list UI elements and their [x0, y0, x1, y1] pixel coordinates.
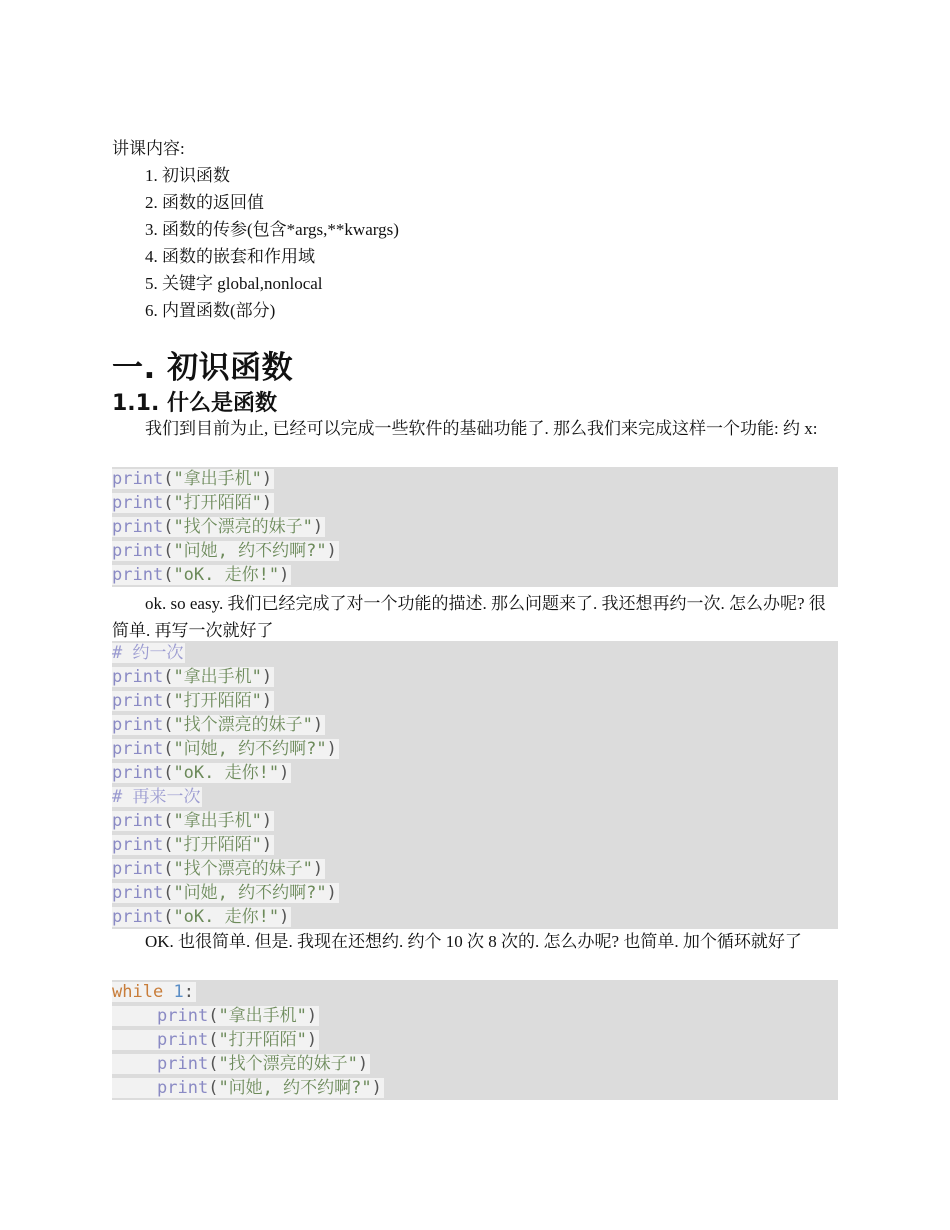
outline-item: 2. 函数的返回值	[145, 193, 264, 212]
colon: :	[183, 982, 194, 1002]
close-paren: )	[261, 691, 273, 711]
open-paren: (	[163, 469, 174, 489]
code-statement	[112, 493, 274, 513]
code-statement	[112, 565, 291, 585]
close-paren: )	[261, 811, 273, 831]
string-literal: "打开陌陌"	[173, 691, 262, 711]
open-paren: (	[163, 493, 174, 513]
close-paren: )	[326, 883, 337, 903]
close-paren: )	[306, 1030, 318, 1050]
function-name: print	[157, 1030, 209, 1050]
string-literal: "oK. 走你!"	[173, 907, 280, 927]
code-statement	[112, 1078, 384, 1098]
function-name: print	[112, 811, 164, 831]
close-paren: )	[261, 667, 273, 687]
open-paren: (	[208, 1054, 219, 1074]
code-statement	[112, 859, 325, 879]
close-paren: )	[261, 469, 273, 489]
open-paren: (	[163, 565, 174, 585]
open-paren: (	[163, 517, 174, 537]
code-statement	[112, 763, 291, 783]
code-line	[112, 737, 838, 761]
string-literal: "拿出手机"	[173, 811, 262, 831]
code-line	[112, 713, 838, 737]
comment-text: # 约一次	[112, 643, 184, 663]
function-name: print	[112, 517, 164, 537]
function-name: print	[112, 667, 164, 687]
code-statement	[112, 835, 274, 855]
code-line	[112, 980, 838, 1004]
outline-item: 5. 关键字 global,nonlocal	[145, 274, 323, 293]
string-literal: "打开陌陌"	[173, 493, 262, 513]
code-line	[112, 809, 838, 833]
code-line	[112, 491, 838, 515]
function-name: print	[112, 541, 164, 561]
open-paren: (	[163, 811, 174, 831]
code-statement	[112, 715, 325, 735]
code-line	[112, 905, 838, 929]
open-paren: (	[163, 883, 174, 903]
close-paren: )	[261, 835, 273, 855]
open-paren: (	[208, 1006, 219, 1026]
code-line	[112, 1004, 838, 1028]
function-name: print	[112, 763, 164, 783]
open-paren: (	[163, 835, 174, 855]
outline-item: 3. 函数的传参(包含*args,**kwargs)	[145, 220, 399, 239]
code-line	[112, 665, 838, 689]
code-statement	[112, 739, 339, 759]
close-paren: )	[279, 565, 290, 585]
string-literal: "拿出手机"	[218, 1006, 307, 1026]
function-name: print	[112, 469, 164, 489]
outline-item: 6. 内置函数(部分)	[145, 301, 276, 320]
code-line	[112, 761, 838, 785]
close-paren: )	[357, 1054, 369, 1074]
code-line	[112, 467, 838, 491]
function-name: print	[112, 907, 164, 927]
function-name: print	[157, 1006, 209, 1026]
section-title: 一. 初识函数	[112, 350, 294, 386]
code-statement	[112, 517, 325, 537]
close-paren: )	[306, 1006, 318, 1026]
lecture-outline	[112, 135, 399, 324]
code-statement	[112, 907, 291, 927]
code-line	[112, 833, 838, 857]
comment-text: # 再来一次	[112, 787, 201, 807]
function-name: print	[112, 883, 164, 903]
function-name: print	[157, 1054, 209, 1074]
code-line	[112, 641, 838, 665]
string-literal: "问她, 约不约啊?"	[173, 541, 327, 561]
open-paren: (	[208, 1030, 219, 1050]
close-paren: )	[326, 739, 337, 759]
open-paren: (	[163, 907, 174, 927]
close-paren: )	[371, 1078, 382, 1098]
open-paren: (	[163, 715, 174, 735]
string-literal: "找个漂亮的妹子"	[218, 1054, 358, 1074]
code-line	[112, 881, 838, 905]
string-literal: "拿出手机"	[173, 667, 262, 687]
code-statement	[112, 667, 274, 687]
outline-list	[112, 162, 399, 324]
code-statement	[112, 469, 274, 489]
open-paren: (	[163, 859, 174, 879]
number-literal: 1	[173, 982, 184, 1002]
code-line	[112, 785, 838, 809]
function-name: print	[112, 691, 164, 711]
code-block-2	[112, 641, 838, 929]
code-line	[112, 1052, 838, 1076]
keyword: while	[112, 982, 164, 1002]
code-line	[112, 857, 838, 881]
paragraph-2: ok. so easy. 我们已经完成了对一个功能的描述. 那么问题来了. 我还想再约一次. 怎么办呢? 很简单. 再写一次就好了	[112, 594, 826, 640]
code-line	[112, 515, 838, 539]
close-paren: )	[279, 763, 290, 783]
string-literal: "问她, 约不约啊?"	[173, 739, 327, 759]
code-line	[112, 689, 838, 713]
function-name: print	[157, 1078, 209, 1098]
string-literal: "问她, 约不约啊?"	[173, 883, 327, 903]
open-paren: (	[163, 739, 174, 759]
open-paren: (	[163, 541, 174, 561]
function-name: print	[112, 565, 164, 585]
outline-heading: 讲课内容:	[112, 139, 185, 158]
string-literal: "找个漂亮的妹子"	[173, 517, 313, 537]
close-paren: )	[279, 907, 290, 927]
paragraph-3: OK. 也很简单. 但是. 我现在还想约. 约个 10 次 8 次的. 怎么办呢? 也简单. 加个循环就好了	[145, 932, 802, 951]
code-statement	[112, 1006, 319, 1026]
subsection-title: 1.1. 什么是函数	[112, 391, 277, 416]
code-comment	[112, 787, 202, 807]
string-literal: "打开陌陌"	[173, 835, 262, 855]
while-statement	[112, 982, 196, 1002]
code-statement	[112, 1030, 319, 1050]
code-statement	[112, 541, 339, 561]
string-literal: "找个漂亮的妹子"	[173, 859, 313, 879]
function-name: print	[112, 835, 164, 855]
paragraph-1: 我们到目前为止, 已经可以完成一些软件的基础功能了. 那么我们来完成这样一个功能: 约 x:	[145, 419, 818, 438]
code-block-1	[112, 467, 838, 587]
close-paren: )	[261, 493, 273, 513]
string-literal: "oK. 走你!"	[173, 565, 280, 585]
close-paren: )	[312, 715, 324, 735]
code-comment	[112, 643, 185, 663]
close-paren: )	[312, 859, 324, 879]
code-statement	[112, 691, 274, 711]
string-literal: "找个漂亮的妹子"	[173, 715, 313, 735]
code-line	[112, 539, 838, 563]
function-name: print	[112, 859, 164, 879]
function-name: print	[112, 739, 164, 759]
code-statement	[112, 811, 274, 831]
open-paren: (	[163, 763, 174, 783]
function-name: print	[112, 493, 164, 513]
open-paren: (	[163, 667, 174, 687]
outline-item: 1. 初识函数	[145, 166, 230, 185]
string-literal: "问她, 约不约啊?"	[218, 1078, 372, 1098]
string-literal: "oK. 走你!"	[173, 763, 280, 783]
code-line	[112, 563, 838, 587]
code-block-3	[112, 980, 838, 1100]
space	[163, 982, 173, 1002]
string-literal: "打开陌陌"	[218, 1030, 307, 1050]
code-line	[112, 1028, 838, 1052]
close-paren: )	[326, 541, 337, 561]
open-paren: (	[208, 1078, 219, 1098]
code-statement	[112, 883, 339, 903]
string-literal: "拿出手机"	[173, 469, 262, 489]
code-statement	[112, 1054, 370, 1074]
open-paren: (	[163, 691, 174, 711]
code-line	[112, 1076, 838, 1100]
close-paren: )	[312, 517, 324, 537]
function-name: print	[112, 715, 164, 735]
outline-item: 4. 函数的嵌套和作用域	[145, 247, 315, 266]
